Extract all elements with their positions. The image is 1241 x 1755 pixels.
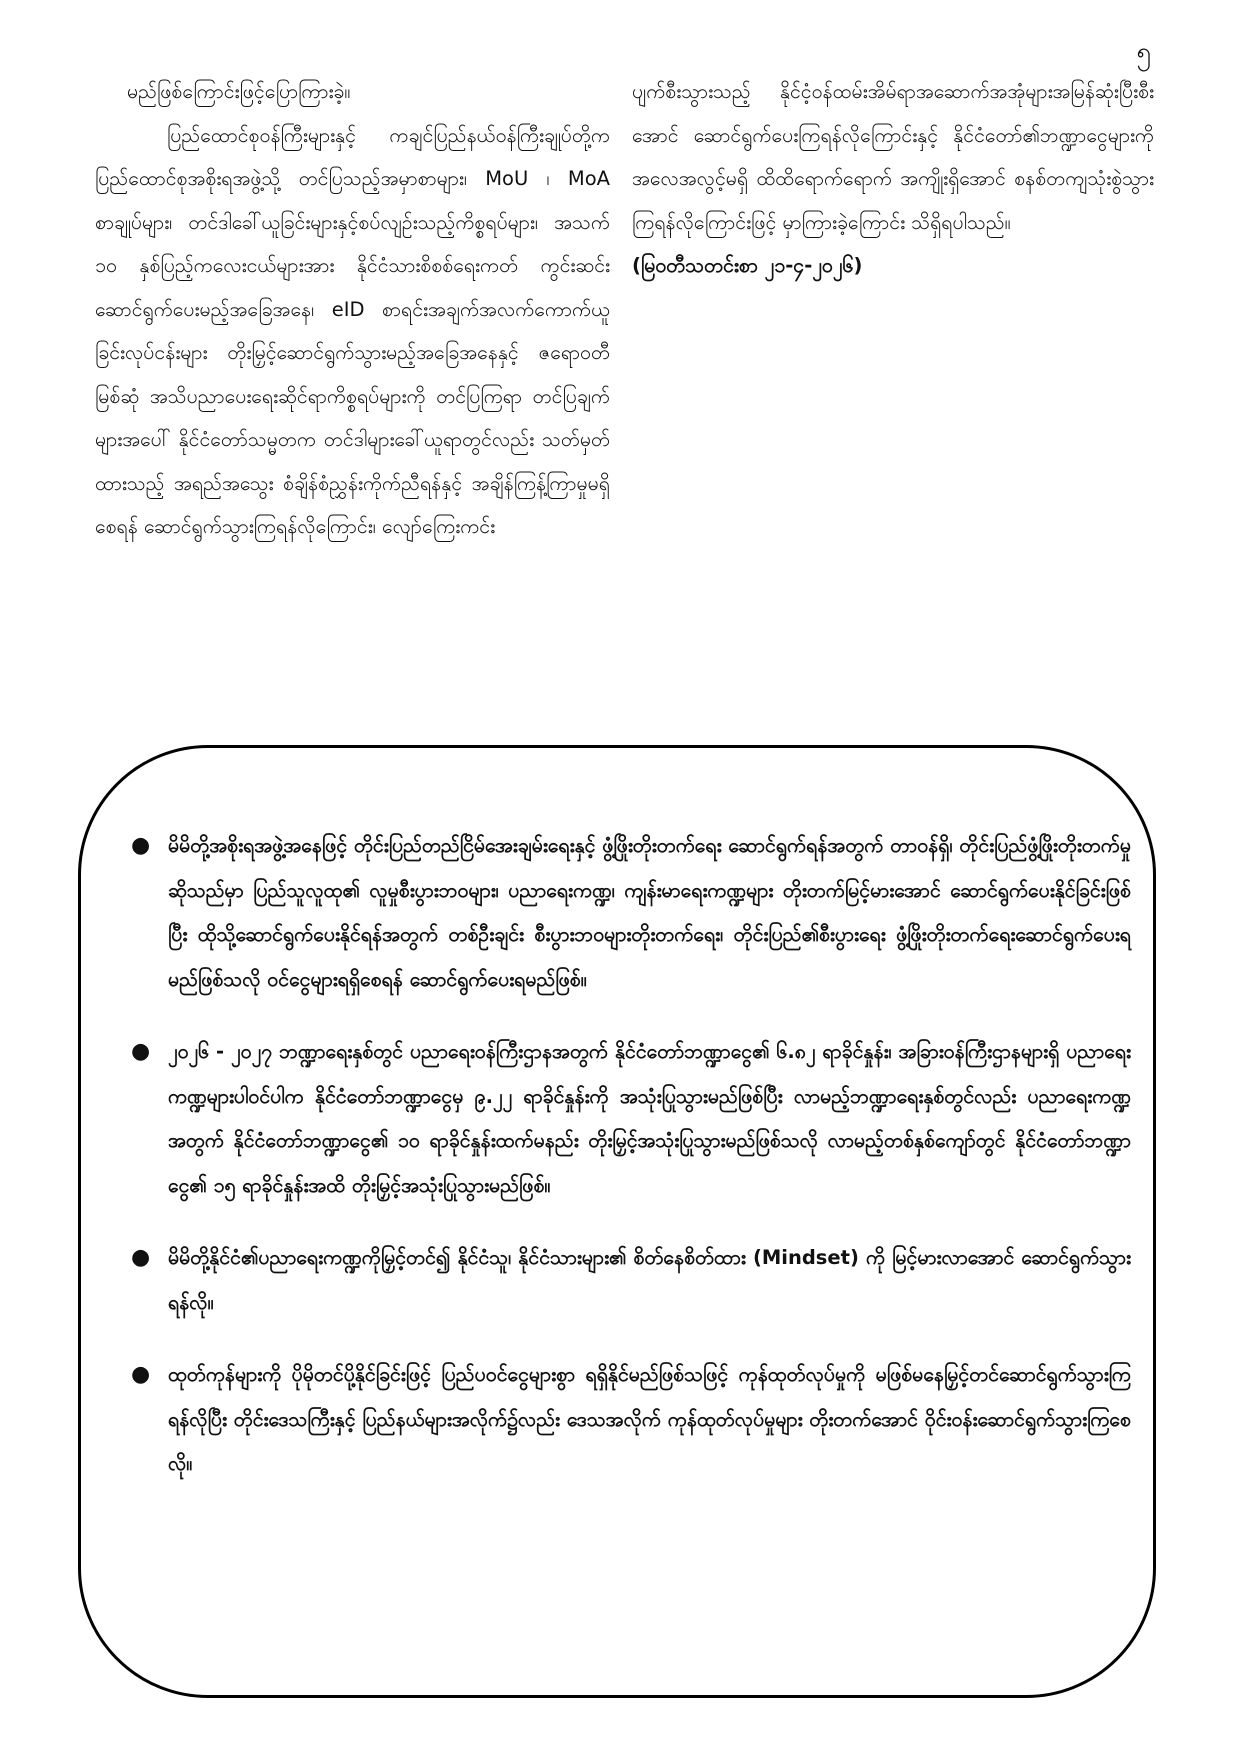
bullet-icon: ● [131, 1245, 151, 1270]
source-citation: (မြဝတီသတင်းစာ ၂၁-၄-၂၀၂၆) [632, 254, 863, 277]
page-number: ၅ [1136, 37, 1151, 67]
list-item-text: မိမိတို့အစိုးရအဖွဲ့အနေဖြင့် တိုင်းပြည်တည်ငြိမ်အေးချမ်းရေးနှင့် ဖွံ့ဖြိုးတိုးတက်ရေး ဆောင်ရွက်ရန်အတွက် တာဝန်ရှိ၊ တိုင်းပြည်ဖွံ့ဖြိုးတိုးတက်မှုဆိုသည်မှာ ပြည်သူလူထု၏ လူမှုစီးပွားဘဝများ၊ ပညာရေးကဏ္ဍ၊ ကျန်းမာရေးကဏ္ဍများ တိုးတက်မြင့်မားအောင် ဆောင်ရွက်ပေးနိုင်ခြင်းဖြစ်ပြီး ထိုသို့ဆောင်ရွက်ပေးနိုင်ရန်အတွက် တစ်ဦးချင်း စီးပွားဘဝများတိုးတက်ရေး၊ တိုင်းပြည်၏စီးပွားရေး ဖွံ့ဖြိုးတိုးတက်ရေးဆောင်ရွက်ပေးရမည်ဖြစ်သလို ဝင်ငွေများရရှိစေရန် ဆောင်ရွက်ပေးရမည်ဖြစ်။ [168, 834, 1131, 991]
list-item [131, 1353, 1131, 1487]
list-item [131, 1030, 1131, 1208]
bullet-icon: ● [131, 1362, 151, 1387]
left-paragraph-2: ပြည်ထောင်စုဝန်ကြီးများနှင့် ကချင်ပြည်နယ်ဝန်ကြီးချုပ်တို့က ပြည်ထောင်စုအစိုးရအဖွဲ့သို့ တင်ပြသည့်အမှာစာများ၊ MoU ၊ MoA စာချုပ်များ၊ တင်ဒါခေါ်ယူခြင်းများနှင့်စပ်လျဉ်းသည့်ကိစ္စရပ်များ၊ အသက် ၁၀ နှစ်ပြည့်ကလေးငယ်များအား နိုင်ငံသားစိစစ်ရေးကတ် ကွင်းဆင်းဆောင်ရွက်ပေးမည့်အခြေအနေ၊ eID စာရင်းအချက်အလက်ကောက်ယူခြင်းလုပ်ငန်းများ တိုးမြှင့်ဆောင်ရွက်သွားမည့်အခြေအနေနှင့် ဇရောဝတီမြစ်ဆုံ အသိပညာပေးရေးဆိုင်ရာကိစ္စရပ်များကို တင်ပြကြရာ တင်ပြချက်များအပေါ် နိုင်ငံတော်သမ္မတက တင်ဒါများခေါ်ယူရာတွင်လည်း သတ်မှတ်ထားသည့် အရည်အသွေး စံချိန်စံညွှန်းကိုက်ညီရန်နှင့် အချိန်ကြန့်ကြာမှုမရှိစေရန် ဆောင်ရွက်သွားကြရန်လိုကြောင်း၊ လျော်ကြေးကင်း [95, 123, 610, 538]
left-column [95, 70, 610, 549]
right-paragraph-1: ပျက်စီးသွားသည့် နိုင်ငံ့ဝန်ထမ်းအိမ်ရာအဆောက်အအုံများအမြန်ဆုံးပြီးစီးအောင် ဆောင်ရွက်ပေးကြရန်လိုကြောင်းနှင့် နိုင်ငံတော်၏ဘဏ္ဍာငွေများကို အလေအလွင့်မရှိ ထိထိရောက်ရောက် အကျိုးရှိအောင် စနစ်တကျသုံးစွဲသွားကြရန်လိုကြောင်းဖြင့် မှာကြားခဲ့ကြောင်း သိရှိရပါသည်။ [632, 80, 1154, 234]
bullet-icon: ● [131, 1039, 151, 1064]
bullet-list [131, 824, 1131, 1515]
highlight-box [78, 745, 1156, 1698]
list-item [131, 824, 1131, 1002]
list-item-text: ၂၀၂၆ - ၂၀၂၇ ဘဏ္ဍာရေးနှစ်တွင် ပညာရေးဝန်ကြီးဌာနအတွက် နိုင်ငံတော်ဘဏ္ဍာငွေ၏ ၆.၈၂ ရာခိုင်နှုန်း၊ အခြားဝန်ကြီးဌာနများရှိ ပညာရေးကဏ္ဍများပါဝင်ပါက နိုင်ငံတော်ဘဏ္ဍာငွေမှ ၉.၂၂ ရာခိုင်နှုန်းကို အသုံးပြုသွားမည်ဖြစ်ပြီး လာမည့်ဘဏ္ဍာရေးနှစ်တွင်လည်း ပညာရေးကဏ္ဍအတွက် နိုင်ငံတော်ဘဏ္ဍာငွေ၏ ၁၀ ရာခိုင်နှုန်းထက်မနည်း တိုးမြှင့်အသုံးပြုသွားမည်ဖြစ်သလို လာမည့်တစ်နှစ်ကျော်တွင် နိုင်ငံတော်ဘဏ္ဍာငွေ၏ ၁၅ ရာခိုင်နှုန်းအထိ တိုးမြှင့်အသုံးပြုသွားမည်ဖြစ်။ [168, 1040, 1131, 1197]
list-item-text: ထုတ်ကုန်များကို ပိုမိုတင်ပို့နိုင်ခြင်းဖြင့် ပြည်ပဝင်ငွေများစွာ ရရှိနိုင်မည်ဖြစ်သဖြင့် ကုန်ထုတ်လုပ်မှုကို မဖြစ်မနေမြှင့်တင်ဆောင်ရွက်သွားကြရန်လိုပြီး တိုင်းဒေသကြီးနှင့် ပြည်နယ်များအလိုက်၌လည်း ဒေသအလိုက် ကုန်ထုတ်လုပ်မှုများ တိုးတက်အောင် ဝိုင်းဝန်းဆောင်ရွက်သွားကြစေလို။ [168, 1363, 1131, 1475]
right-column [632, 70, 1154, 288]
list-item [131, 1236, 1131, 1325]
list-item-text: မိမိတို့နိုင်ငံ၏ပညာရေးကဏ္ဍကိုမြှင့်တင်၍ နိုင်ငံသူ၊ နိုင်ငံသားများ၏ စိတ်နေစိတ်ထား (Mindset) ကို မြင့်မားလာအောင် ဆောင်ရွက်သွားရန်လို။ [168, 1246, 1131, 1314]
bullet-icon: ● [131, 833, 151, 858]
left-paragraph-1: မည်ဖြစ်ကြောင်းဖြင့်ပြောကြားခဲ့။ [127, 80, 351, 103]
